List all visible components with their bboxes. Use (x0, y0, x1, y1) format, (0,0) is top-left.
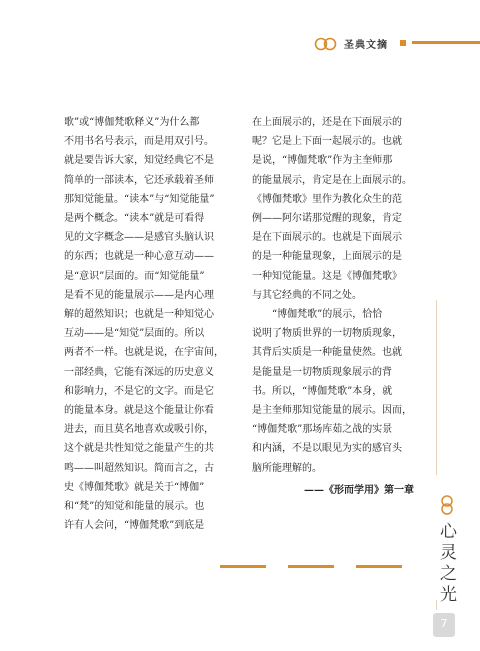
footer-bar-accent (220, 565, 266, 568)
footer-bar-accent (288, 565, 334, 568)
footer-bar-accent (356, 565, 402, 568)
body-paragraph: 歌”或“博伽梵歌释义”为什么都 不用书名号表示，而是用双引号。 就是要告诉大家，知觉经典它不是 简单的一部读本，它还承载着圣师 那知觉能量。“读本”与“知觉能量” 是两个概念。“读本”就是可看得 见的文字概念——是感官头脑认识 的东西；也就是一种心意互动—— 是“意识”层面的。而“知觉能量” 是看不见的能量展示——是内心理 解的超然知识；也就是一种知觉心 互动——是“知觉”层面的。所以 两者不一样。也就是说，在宇宙间， 一部经典，它能有深远的历史意义 和影响力，不是它的文字。而是它 的能量本身。就是这个能量让你看 进去，而且莫名地喜欢或吸引你， 这个就是共性知觉之能量产生的共 鸣——叫超然知识。简而言之，古 史《博伽梵歌》就是关于“博伽” 和“梵”的知觉和能量的展示。也 许有人会问，“博伽梵歌”到底是 (64, 117, 224, 532)
vertical-book-title: 心灵之光 (436, 522, 456, 606)
source-citation: ——《形而学用》第一章 (304, 485, 414, 496)
interlocking-rings-icon (313, 37, 339, 51)
header-square-accent (400, 40, 406, 46)
body-paragraph: 在上面展示的，还是在下面展示的 呢？它是上下面一起展示的。也就 是说，“博伽梵歌”作为主奎师那 的能量展示，肯定是在上面展示的。 《博伽梵歌》里作为教化众生的范 例——阿尔诺那觉醒的现象，肯定 是在下面展示的。也就是下面展示 的是一种能量现象，上面展示的是 一种知觉能量。这是《博伽梵歌》 与其它经典的不同之处。 (252, 117, 412, 301)
header-bar-accent (412, 41, 480, 44)
page-number: 7 (440, 617, 448, 630)
left-text-column (64, 113, 242, 535)
body-paragraph: “博伽梵歌”的展示，恰恰 说明了物质世界的一切物质现象， 其背后实质是一种能量使然。也就 是能量是一切物质现象展示的背 书。所以，“博伽梵歌”本身，就 是主奎师那知觉能量的展示。因而， “博伽梵歌”那场库茹之战的实景 和内涵，不是以眼见为实的感官头 脑所能理解的。 (252, 309, 412, 474)
section-title: 圣典文摘 (344, 40, 388, 51)
vertical-rings-icon (440, 494, 454, 516)
right-text-column (252, 113, 422, 478)
margin-divider-line (436, 300, 437, 475)
